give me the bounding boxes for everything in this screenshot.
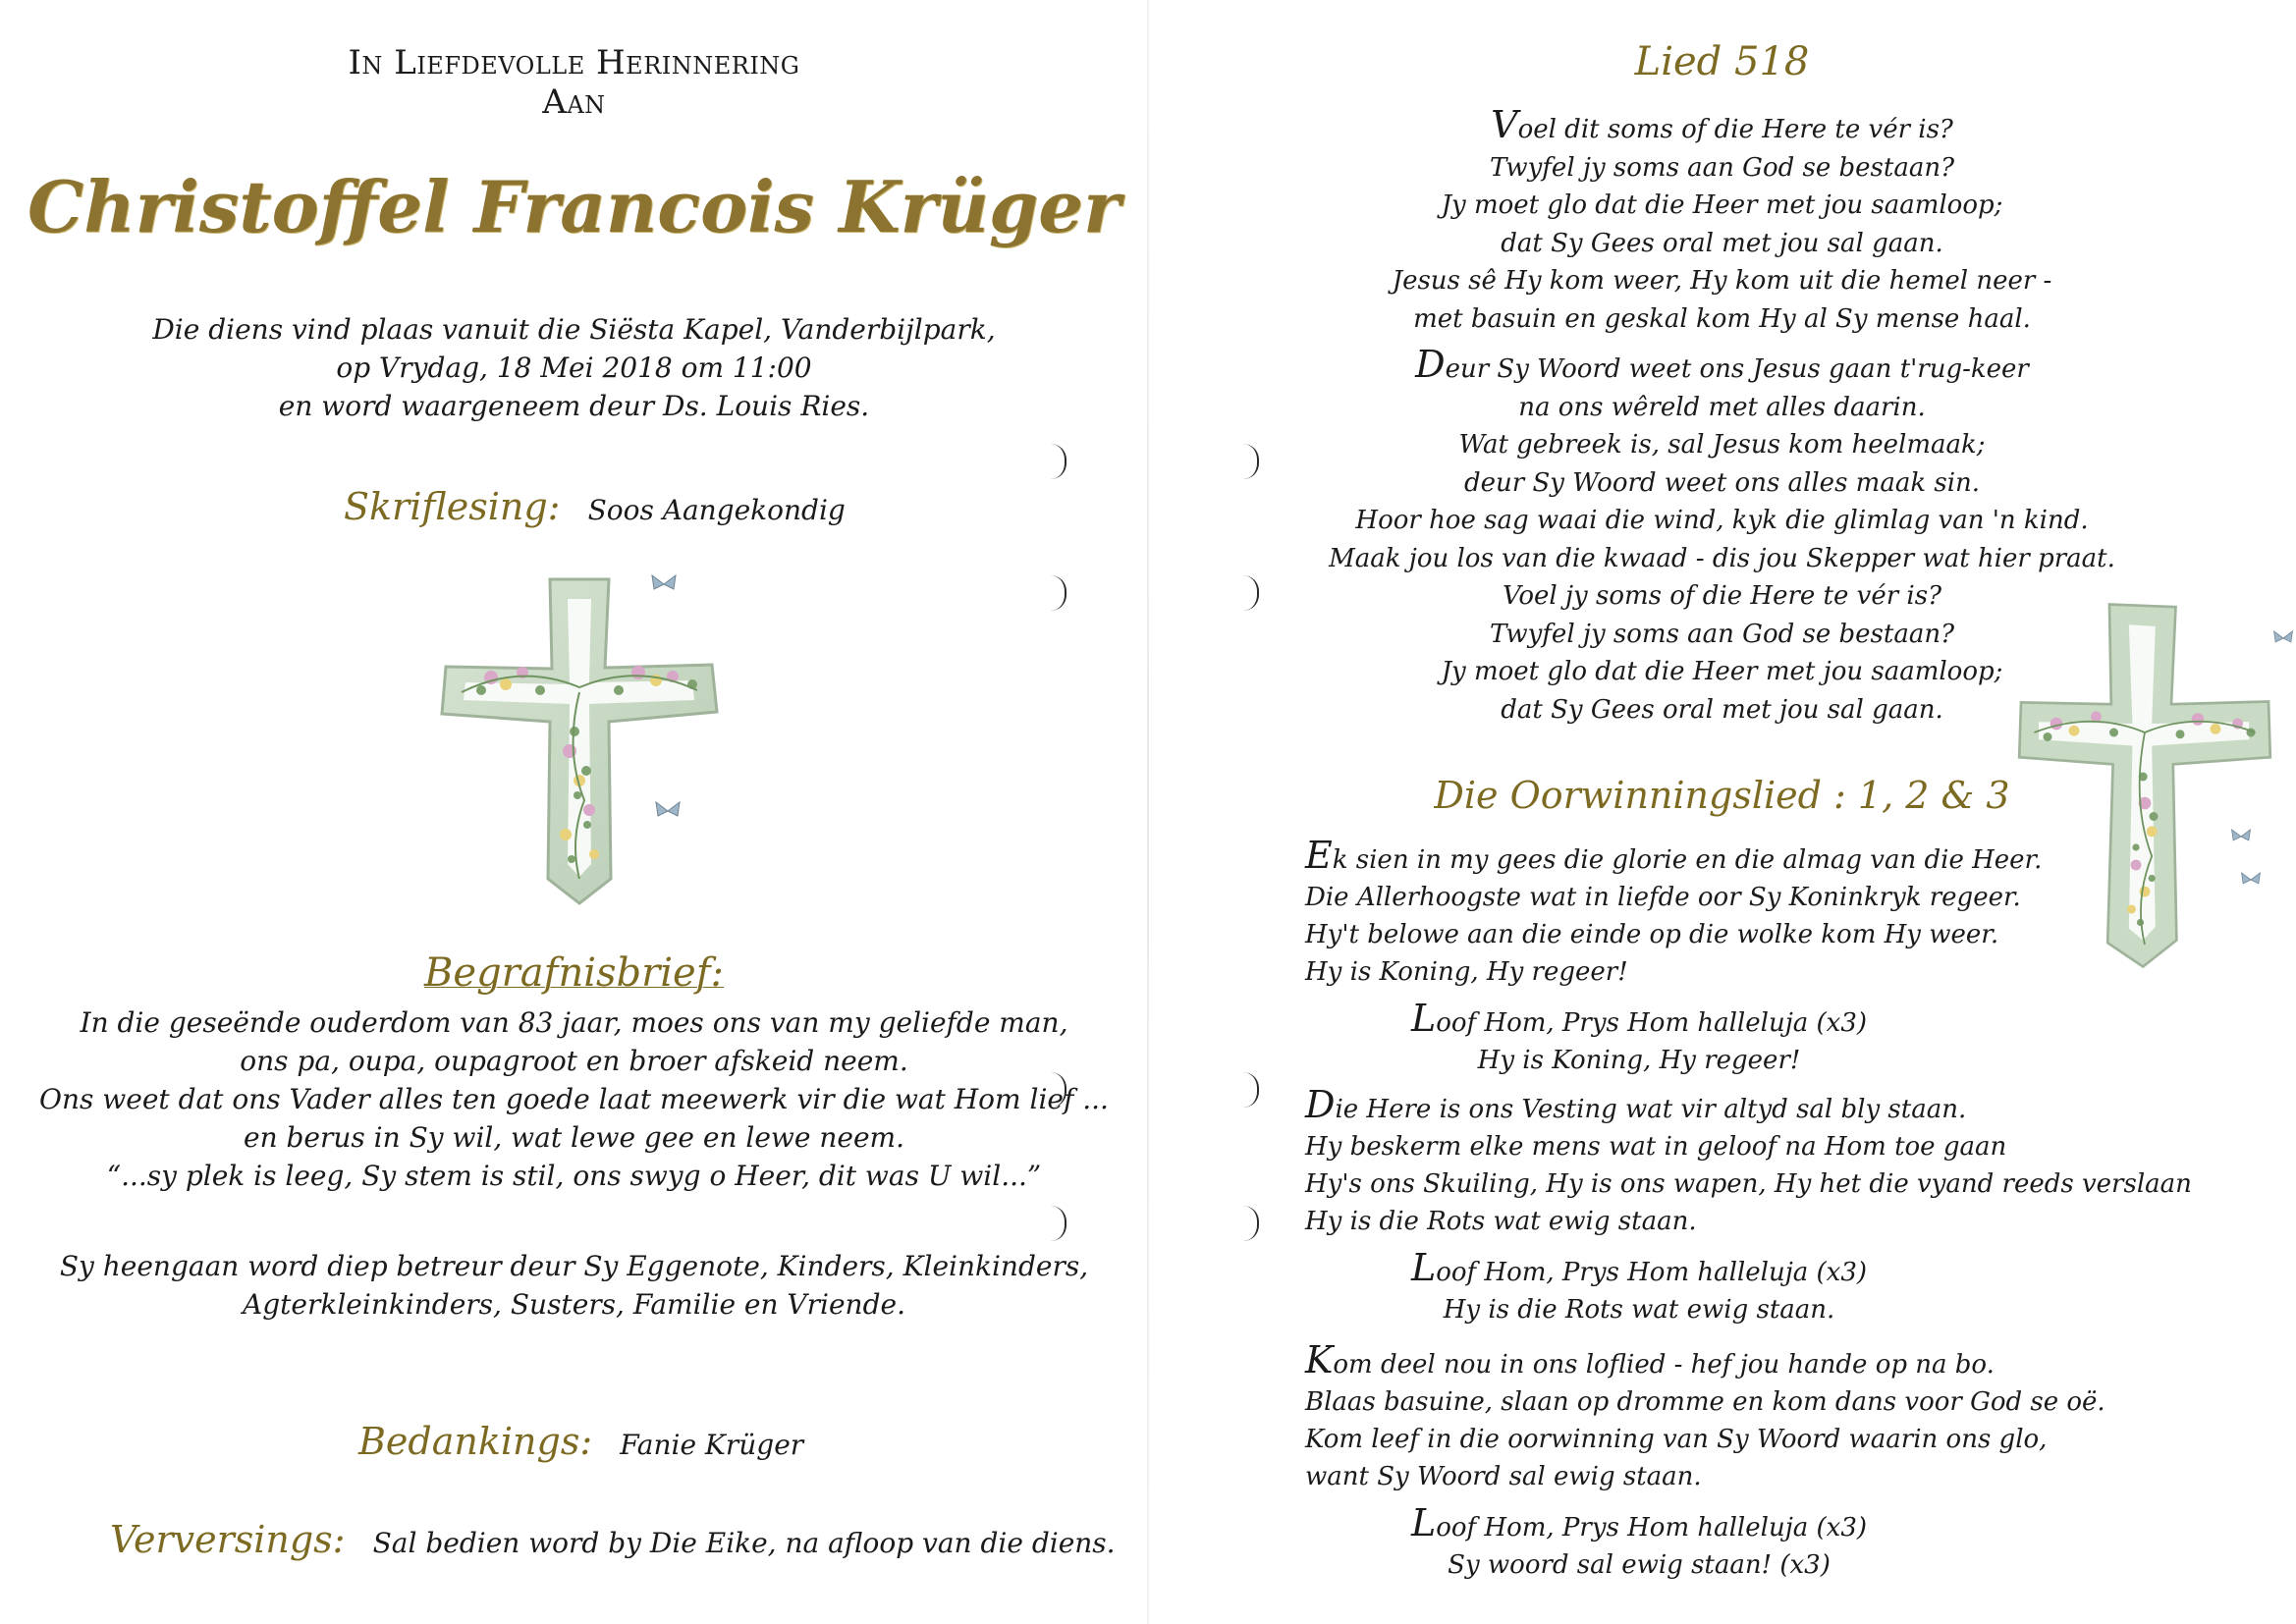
refrain-line: Sy woord sal ewig staan! (x3) <box>1448 1550 1831 1580</box>
memorial-header <box>0 43 1148 122</box>
refreshments-label: Verversings: <box>110 1518 346 1561</box>
hymn-line: Voel dit soms of die Here te vér is? <box>1491 103 1953 146</box>
hymn-line: Twyfel jy soms aan God se bestaan? <box>1489 152 1955 183</box>
hymn-2-verse-3 <box>1305 1338 2248 1495</box>
refrain-line: Loof Hom, Prys Hom halleluja (x3) <box>1410 997 1868 1040</box>
scripture-label: Skriflesing: <box>344 485 561 528</box>
service-details <box>0 310 1148 425</box>
service-line-1: Die diens vind plaas vanuit die Siësta Kapel, Vanderbijlpark, <box>152 313 996 346</box>
funeral-letter-heading: Begrafnisbrief: <box>424 950 724 996</box>
refrain-line: Loof Hom, Prys Hom halleluja (x3) <box>1410 1501 1868 1544</box>
refrain-line: Loof Hom, Prys Hom halleluja (x3) <box>1410 1246 1868 1289</box>
letter-line: Ons weet dat ons Vader alles ten goede laat meewerk vir die wat Hom lief ... <box>39 1083 1109 1115</box>
hymn-1-stanza-1 <box>1148 103 2296 338</box>
verse-line: Ek sien in my gees die glorie en die almag van die Heer. <box>1305 834 2043 877</box>
service-line-2: op Vrydag, 18 Mei 2018 om 11:00 <box>336 352 812 384</box>
verse-line: Hy beskerm elke mens wat in geloof na Hom toe gaan <box>1305 1132 2007 1162</box>
verse-line: Die Here is ons Vesting wat vir altyd sal bly staan. <box>1305 1083 1967 1126</box>
hymn-2-refrain-1 <box>1394 997 1885 1079</box>
floral-cross-icon <box>432 574 727 912</box>
butterfly-icon <box>2272 628 2294 652</box>
mourners-line-2: Agterkleinkinders, Susters, Familie en Vriende. <box>243 1288 905 1321</box>
verse-line: Kom deel nou in ons loflied - hef jou hande op na bo. <box>1305 1338 1995 1381</box>
hymn-line: Jesus sê Hy kom weer, Hy kom uit die hemel neer - <box>1392 266 2052 296</box>
hymn-2-verse-2 <box>1305 1083 2248 1240</box>
hymn-line: Jy moet glo dat die Heer met jou saamloop; <box>1441 190 2003 220</box>
verse-line: want Sy Woord sal ewig staan. <box>1305 1462 1702 1491</box>
hymn-line: dat Sy Gees oral met jou sal gaan. <box>1501 228 1943 258</box>
butterfly-icon <box>654 800 682 826</box>
hymn-2-refrain-2 <box>1394 1246 1885 1328</box>
hymn-line: na ons wêreld met alles daarin. <box>1518 392 1926 422</box>
hymn-line: Hoor hoe sag waai die wind, kyk die glimlag van 'n kind. <box>1355 506 2089 535</box>
memorial-header-line1: In Liefdevolle Herinnering <box>348 43 800 82</box>
refreshments <box>110 1518 1116 1561</box>
mourners-text <box>0 1247 1148 1324</box>
right-page <box>1148 0 2296 1624</box>
scripture-reading <box>344 485 846 528</box>
thanks <box>358 1420 803 1463</box>
verse-line: Hy't belowe aan die einde op die wolke kom Hy weer. <box>1305 920 1999 949</box>
memorial-header-line2: Aan <box>542 82 606 122</box>
verse-line: Hy is Koning, Hy regeer! <box>1305 957 1628 987</box>
hymn-line: met basuin en geskal kom Hy al Sy mense haal. <box>1413 303 2031 334</box>
hymn-line: Deur Sy Woord weet ons Jesus gaan t'rug-keer <box>1415 343 2029 386</box>
funeral-letter <box>0 1003 1148 1195</box>
letter-line: ons pa, oupa, oupagroot en broer afskeid neem. <box>240 1045 908 1077</box>
refrain-line: Hy is Koning, Hy regeer! <box>1477 1046 1801 1075</box>
butterfly-icon <box>650 573 678 599</box>
hymn-2-title: Die Oorwinningslied : 1, 2 & 3 <box>1434 774 2010 817</box>
hymn-2-refrain-3 <box>1394 1501 1885 1584</box>
hymn-2-verse-1 <box>1305 834 2248 991</box>
verse-line: Hy's ons Skuiling, Hy is ons wapen, Hy het die vyand reeds verslaan <box>1305 1169 2192 1199</box>
hymn-line: dat Sy Gees oral met jou sal gaan. <box>1501 694 1943 725</box>
thanks-label: Bedankings: <box>358 1420 593 1463</box>
letter-line: In die geseënde ouderdom van 83 jaar, moes ons van my geliefde man, <box>80 1006 1068 1039</box>
hymn-line: deur Sy Woord weet ons alles maak sin. <box>1463 467 1981 498</box>
verse-line: Kom leef in die oorwinning van Sy Woord waarin ons glo, <box>1305 1425 2048 1454</box>
letter-line: “...sy plek is leeg, Sy stem is stil, ons swyg o Heer, dit was U wil...” <box>106 1160 1042 1192</box>
service-line-3: en word waargeneem deur Ds. Louis Ries. <box>278 390 870 422</box>
verse-line: Blaas basuine, slaan op dromme en kom dans voor God se oë. <box>1305 1387 2105 1417</box>
hymn-line: Voel jy soms of die Here te vér is? <box>1502 581 1942 611</box>
thanks-value: Fanie Krüger <box>620 1429 804 1461</box>
hymn-line: Twyfel jy soms aan God se bestaan? <box>1489 619 1955 649</box>
deceased-name: Christoffel Francois Krüger <box>27 165 1121 248</box>
refreshments-value: Sal bedien word by Die Eike, na afloop van die diens. <box>372 1527 1116 1559</box>
verse-line: Hy is die Rots wat ewig staan. <box>1305 1207 1697 1236</box>
refrain-line: Hy is die Rots wat ewig staan. <box>1443 1295 1835 1325</box>
mourners-line-1: Sy heengaan word diep betreur deur Sy Eggenote, Kinders, Kleinkinders, <box>59 1250 1089 1282</box>
hymn-line: Maak jou los van die kwaad - dis jou Skepper wat hier praat. <box>1329 543 2115 573</box>
hymn-line: Jy moet glo dat die Heer met jou saamloop; <box>1441 657 2003 686</box>
scripture-value: Soos Aangekondig <box>587 494 846 526</box>
hymn-line: Wat gebreek is, sal Jesus kom heelmaak; <box>1458 430 1986 460</box>
verse-line: Die Allerhoogste wat in liefde oor Sy Koninkryk regeer. <box>1305 883 2021 912</box>
hymn-1-title: Lied 518 <box>1634 39 1810 84</box>
letter-line: en berus in Sy wil, wat lewe gee en lewe neem. <box>244 1121 904 1154</box>
